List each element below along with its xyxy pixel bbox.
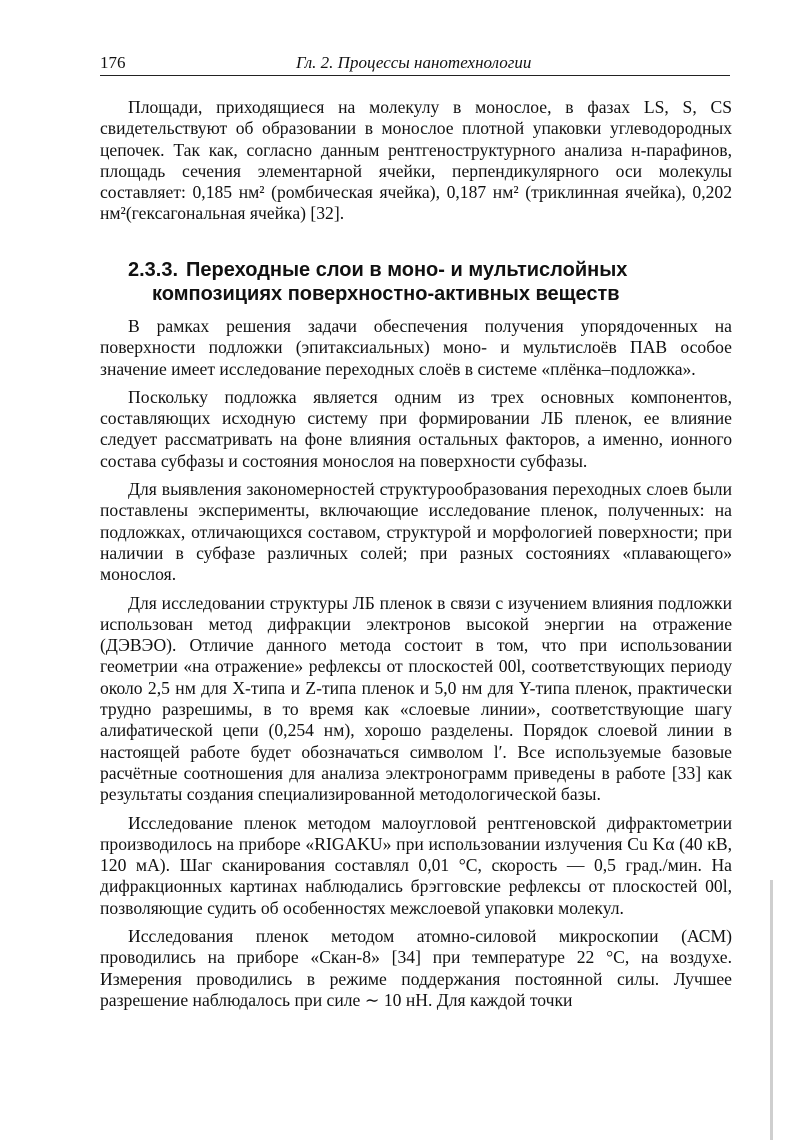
page-number: 176: [100, 53, 126, 72]
section-title-line2: композициях поверхностно-активных веществ: [152, 283, 620, 305]
section-title-line1: Переходные слои в моно- и мультислойных: [186, 259, 628, 281]
section-body: [100, 316, 732, 1018]
intro-text: [100, 97, 732, 225]
paragraph: Для выявления закономерностей структурообразования переходных слоев были поставлены эксперименты, включающие исследование пленок, полученных: на подложках, отличающихся составом, структурой и морфологией поверхности; при наличии в субфазе различных солей; при разных состояниях «плавающего» монослоя.: [100, 479, 732, 585]
paragraph: Для исследовании структуры ЛБ пленок в связи с изучением влияния подложки использован метод дифракции электронов высокой энергии на отражение (ДЭВЭО). Отличие данного метода состоит в том, что при использовании геометрии «на отражение» рефлексы от плоскостей 00l, соответствующих периоду около 2,5 нм для X-типа и Z-типа пленок и 5,0 нм для Y-типа пленок, практически трудно разрешимы, в то время как «слоевые линии», соответствующие шагу алифатической цепи (0,254 нм), хорошо разделены. Порядок слоевой линии в настоящей работе будет обозначаться символом l′. Все используемые базовые расчётные соотношения для анализа электронограмм приведены в работе [33] как результаты создания специализированной методологической базы.: [100, 592, 732, 805]
page-header: [100, 53, 730, 77]
section-number: 2.3.3.: [128, 259, 179, 281]
section-heading: [128, 258, 728, 306]
paragraph: Площади, приходящиеся на молекулу в монослое, в фазах LS, S, CS свидетельствуют об образовании в монослое плотной упаковки углеводородных цепочек. Так как, согласно данным рентгеноструктурного анализа н-парафинов, площадь сечения элементарной ячейки, перпендикулярного оси молекулы составляет: 0,185 нм² (ромбическая ячейка), 0,187 нм² (триклинная ячейка), 0,202 нм²(гексагональная ячейка) [32].: [100, 97, 732, 224]
scan-edge-mark: [770, 880, 773, 1140]
paragraph: Поскольку подложка является одним из трех основных компонентов, составляющих исходную систему при формировании ЛБ пленок, ее влияние следует рассматривать на фоне влияния остальных факторов, а именно, ионного состава субфазы и состояния монослоя на поверхности субфазы.: [100, 386, 732, 471]
running-title: Гл. 2. Процессы нанотехнологии: [296, 53, 532, 72]
paragraph: Исследования пленок методом атомно-силовой микроскопии (АСМ) проводились на приборе «Скан-8» [34] при температуре 22 °С, на воздухе. Измерения проводились в режиме поддержания постоянной силы. Лучшее разрешение наблюдалось при силе ∼ 10 нН. Для каждой точки: [100, 926, 732, 1010]
paragraph: Исследование пленок методом малоугловой рентгеновской дифрактометрии производилось на приборе «RIGAKU» при использовании излучения Cu Kα (40 кВ, 120 мА). Шаг сканирования составлял 0,01 °С, скорость — 0,5 град./мин. На дифракционных картинах наблюдались брэгговские рефлексы от плоскостей 00l, позволяющие судить об особенностях межслоевой упаковки молекул.: [100, 812, 732, 918]
paragraph: В рамках решения задачи обеспечения получения упорядоченных на поверхности подложки (эпитаксиальных) моно- и мультислоёв ПАВ особое значение имеет исследование переходных слоёв в системе «плёнка–подложка».: [100, 316, 732, 379]
header-rule: [100, 75, 730, 76]
